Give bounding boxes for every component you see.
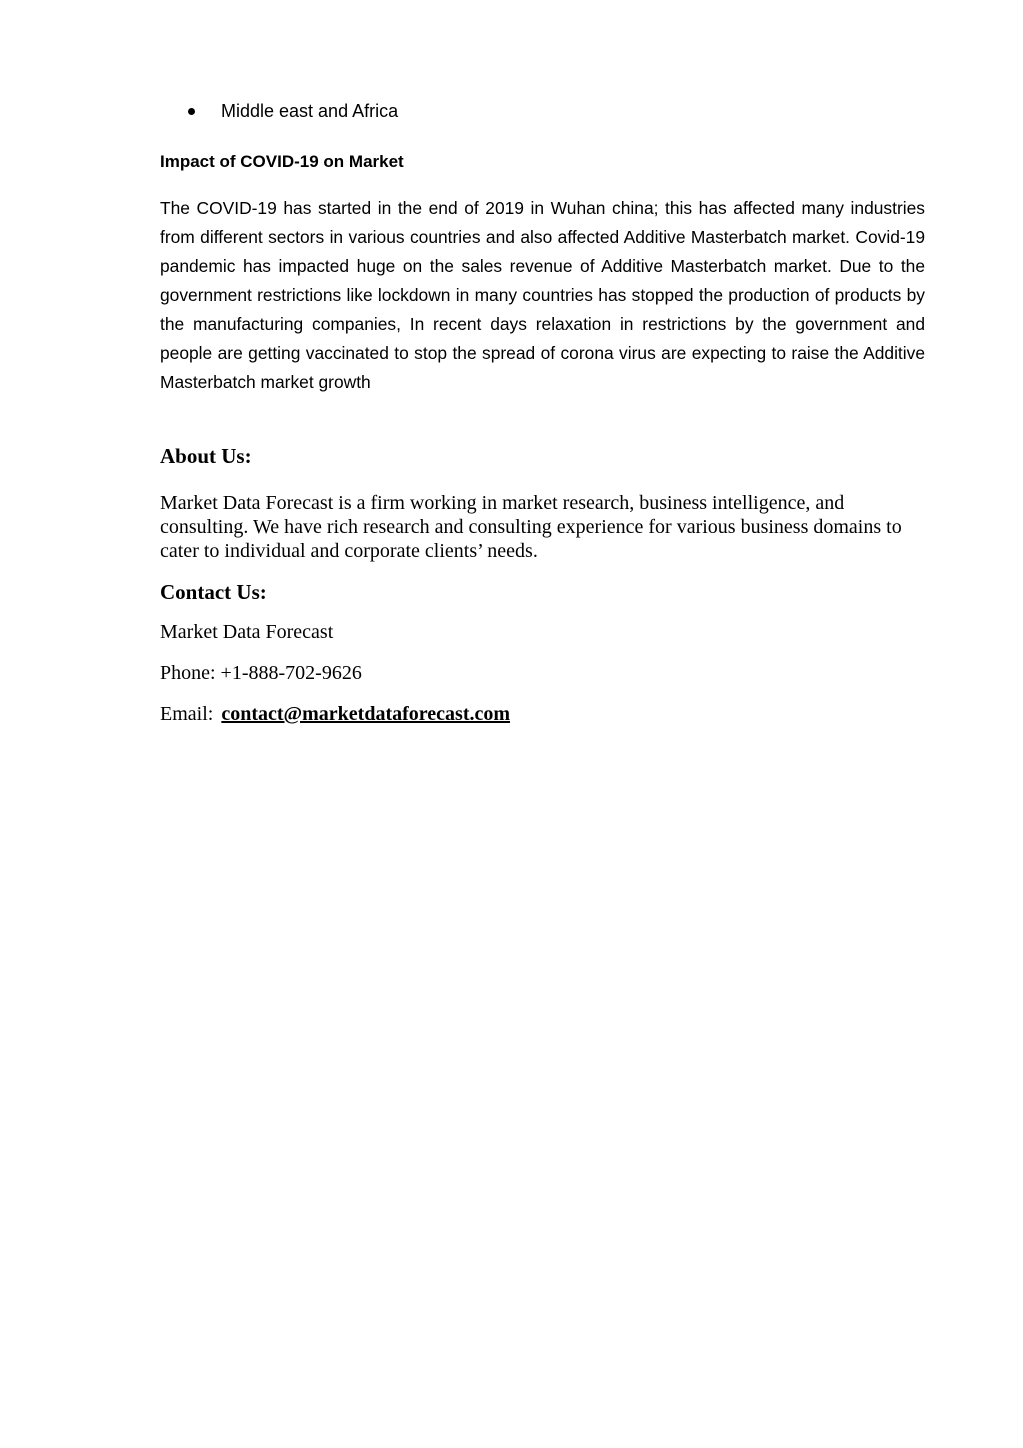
contact-us-heading: Contact Us: <box>160 580 267 604</box>
contact-email-line <box>160 701 510 727</box>
bullet-list-item <box>188 99 398 123</box>
bullet-item-text: Middle east and Africa <box>221 101 399 121</box>
bullet-icon <box>188 108 195 115</box>
about-us-heading: About Us: <box>160 444 252 468</box>
email-link[interactable]: contact@marketdataforecast.com <box>221 703 511 725</box>
covid-impact-heading: Impact of COVID-19 on Market <box>160 152 404 171</box>
contact-phone: Phone: +1-888-702-9626 <box>160 662 362 684</box>
email-label: Email: <box>160 703 214 725</box>
about-us-paragraph: Market Data Forecast is a firm working in market research, business intelligence, and consulting. We have rich research and consulting experience for various business domains to cater to individual and corporate clients’ needs. <box>160 492 902 562</box>
covid-impact-paragraph: The COVID-19 has started in the end of 2019 in Wuhan china; this has affected many industries from different sectors in various countries and also affected Additive Masterbatch market. Covid-19 pandemic has impacted huge on the sales revenue of Additive Masterbatch market. Due to the government restrictions like lockdown in many countries has stopped the production of products by the manufacturing companies, In recent days relaxation in restrictions by the government and people are getting vaccinated to stop the spread of corona virus are expecting to raise the Additive Masterbatch market growth <box>160 198 925 392</box>
contact-company-name: Market Data Forecast <box>160 621 334 643</box>
